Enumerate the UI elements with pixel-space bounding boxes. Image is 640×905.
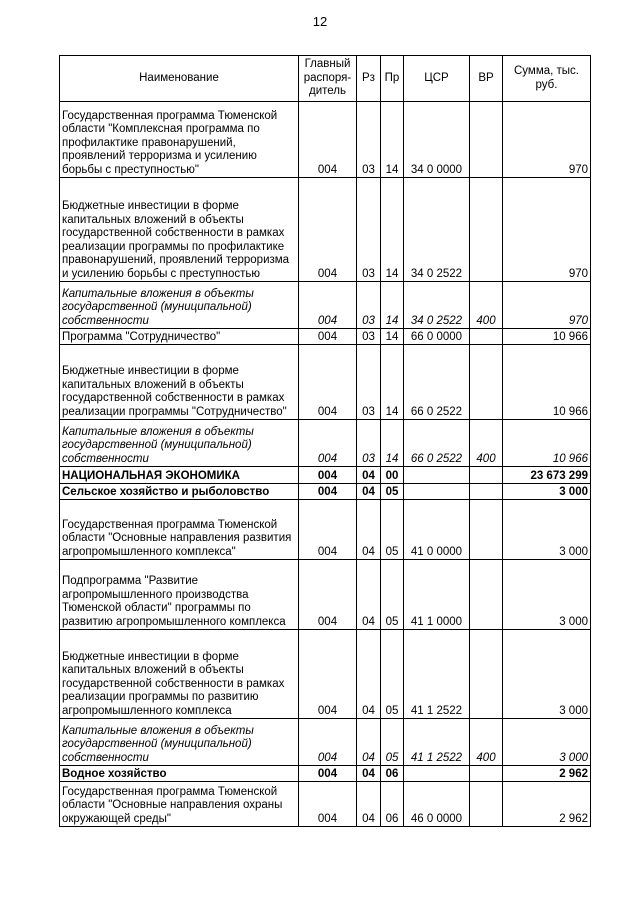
- row-name: Сельское хозяйство и рыболовство: [60, 484, 299, 500]
- row-expense-type: [470, 630, 503, 719]
- page-number: 12: [312, 14, 328, 29]
- row-sum: 3 000: [503, 719, 591, 766]
- table-row: [60, 630, 591, 719]
- row-expense-type: [470, 345, 503, 420]
- table-row: [60, 484, 591, 500]
- row-subsection: 05: [381, 500, 404, 560]
- row-expense-type: 400: [470, 420, 503, 467]
- row-section: 03: [357, 282, 381, 329]
- row-target-item: 66 0 2522: [404, 420, 470, 467]
- row-sum: 2 962: [503, 766, 591, 782]
- row-main-manager: 004: [299, 719, 357, 766]
- row-expense-type: [470, 102, 503, 178]
- row-name: Государственная программа Тюменской области "Основные направления развития агропромышленного комплекса": [60, 500, 299, 560]
- row-name: Государственная программа Тюменской области "Основные направления охраны окружающей среды": [60, 782, 299, 827]
- row-sum: 10 966: [503, 329, 591, 345]
- row-target-item: 66 0 0000: [404, 329, 470, 345]
- row-sum: 10 966: [503, 345, 591, 420]
- table-row: [60, 560, 591, 630]
- table-row: [60, 467, 591, 484]
- header-section: Рз: [357, 56, 381, 102]
- row-section: 03: [357, 329, 381, 345]
- row-main-manager: 004: [299, 102, 357, 178]
- table-row: [60, 282, 591, 329]
- row-expense-type: [470, 329, 503, 345]
- row-name: Подпрограмма "Развитие агропромышленного производства Тюменской области" программы по развитию агропромышленного комплекса: [60, 560, 299, 630]
- row-expense-type: [470, 500, 503, 560]
- table-row: [60, 102, 591, 178]
- row-target-item: 41 1 2522: [404, 630, 470, 719]
- row-target-item: [404, 766, 470, 782]
- row-sum: 2 962: [503, 782, 591, 827]
- header-main-manager: Главный распоря-дитель: [299, 56, 357, 102]
- row-main-manager: 004: [299, 560, 357, 630]
- row-main-manager: 004: [299, 420, 357, 467]
- header-subsection: Пр: [381, 56, 404, 102]
- row-section: 03: [357, 178, 381, 282]
- row-name: Водное хозяйство: [60, 766, 299, 782]
- row-subsection: 05: [381, 719, 404, 766]
- row-name: Капитальные вложения в объекты государственной (муниципальной) собственности: [60, 282, 299, 329]
- row-subsection: 00: [381, 467, 404, 484]
- table-row: [60, 345, 591, 420]
- row-name: Программа "Сотрудничество": [60, 329, 299, 345]
- budget-table: [59, 55, 591, 827]
- row-section: 04: [357, 560, 381, 630]
- row-section: 04: [357, 782, 381, 827]
- row-sum: 970: [503, 178, 591, 282]
- row-sum: 970: [503, 282, 591, 329]
- row-section: 04: [357, 484, 381, 500]
- row-name: Бюджетные инвестиции в форме капитальных вложений в объекты государственной собственности в рамках реализации программы по развитию агропромышленного комплекса: [60, 630, 299, 719]
- row-expense-type: [470, 178, 503, 282]
- row-subsection: 06: [381, 782, 404, 827]
- row-sum: 3 000: [503, 484, 591, 500]
- table-header-row: [60, 56, 591, 102]
- row-expense-type: [470, 467, 503, 484]
- row-target-item: [404, 467, 470, 484]
- header-name: Наименование: [60, 56, 299, 102]
- row-subsection: 05: [381, 560, 404, 630]
- row-target-item: 66 0 2522: [404, 345, 470, 420]
- row-section: 04: [357, 719, 381, 766]
- table-row: [60, 329, 591, 345]
- table-row: [60, 782, 591, 827]
- row-main-manager: 004: [299, 782, 357, 827]
- row-expense-type: 400: [470, 282, 503, 329]
- table-row: [60, 719, 591, 766]
- row-subsection: 05: [381, 484, 404, 500]
- row-name: Государственная программа Тюменской области "Комплексная программа по профилактике правонарушений, проявлений терроризма и усилению борьбы с преступностью": [60, 102, 299, 178]
- row-main-manager: 004: [299, 178, 357, 282]
- row-sum: 3 000: [503, 500, 591, 560]
- row-name: Капитальные вложения в объекты государственной (муниципальной) собственности: [60, 719, 299, 766]
- table-row: [60, 766, 591, 782]
- row-subsection: 14: [381, 282, 404, 329]
- row-subsection: 06: [381, 766, 404, 782]
- header-expense-type: ВР: [470, 56, 503, 102]
- row-main-manager: 004: [299, 500, 357, 560]
- row-name: Бюджетные инвестиции в форме капитальных вложений в объекты государственной собственности в рамках реализации программы "Сотрудничество": [60, 345, 299, 420]
- row-section: 04: [357, 500, 381, 560]
- row-sum: 970: [503, 102, 591, 178]
- row-target-item: 34 0 0000: [404, 102, 470, 178]
- row-name: НАЦИОНАЛЬНАЯ ЭКОНОМИКА: [60, 467, 299, 484]
- row-section: 04: [357, 467, 381, 484]
- row-subsection: 14: [381, 178, 404, 282]
- row-sum: 23 673 299: [503, 467, 591, 484]
- header-sum: Сумма, тыс. руб.: [503, 56, 591, 102]
- table-row: [60, 178, 591, 282]
- row-subsection: 14: [381, 102, 404, 178]
- row-sum: 3 000: [503, 560, 591, 630]
- row-main-manager: 004: [299, 766, 357, 782]
- table-body: [60, 102, 591, 827]
- row-target-item: 34 0 2522: [404, 178, 470, 282]
- row-target-item: [404, 484, 470, 500]
- table-row: [60, 420, 591, 467]
- row-target-item: 41 0 0000: [404, 500, 470, 560]
- row-main-manager: 004: [299, 282, 357, 329]
- row-main-manager: 004: [299, 345, 357, 420]
- row-main-manager: 004: [299, 467, 357, 484]
- row-sum: 3 000: [503, 630, 591, 719]
- row-name: Капитальные вложения в объекты государственной (муниципальной) собственности: [60, 420, 299, 467]
- row-section: 03: [357, 345, 381, 420]
- row-section: 03: [357, 420, 381, 467]
- row-main-manager: 004: [299, 484, 357, 500]
- row-name: Бюджетные инвестиции в форме капитальных вложений в объекты государственной собственности в рамках реализации программы по профилактике правонарушений, проявлений терроризма и усилению борьбы с преступностью: [60, 178, 299, 282]
- row-sum: 10 966: [503, 420, 591, 467]
- row-main-manager: 004: [299, 329, 357, 345]
- row-target-item: 46 0 0000: [404, 782, 470, 827]
- row-section: 04: [357, 630, 381, 719]
- row-target-item: 41 1 2522: [404, 719, 470, 766]
- row-target-item: 34 0 2522: [404, 282, 470, 329]
- row-subsection: 14: [381, 329, 404, 345]
- table-row: [60, 500, 591, 560]
- row-section: 04: [357, 766, 381, 782]
- row-expense-type: [470, 782, 503, 827]
- row-expense-type: 400: [470, 719, 503, 766]
- row-expense-type: [470, 484, 503, 500]
- row-main-manager: 004: [299, 630, 357, 719]
- row-expense-type: [470, 766, 503, 782]
- row-subsection: 14: [381, 420, 404, 467]
- row-subsection: 14: [381, 345, 404, 420]
- row-expense-type: [470, 560, 503, 630]
- header-target-item: ЦСР: [404, 56, 470, 102]
- row-section: 03: [357, 102, 381, 178]
- row-subsection: 05: [381, 630, 404, 719]
- row-target-item: 41 1 0000: [404, 560, 470, 630]
